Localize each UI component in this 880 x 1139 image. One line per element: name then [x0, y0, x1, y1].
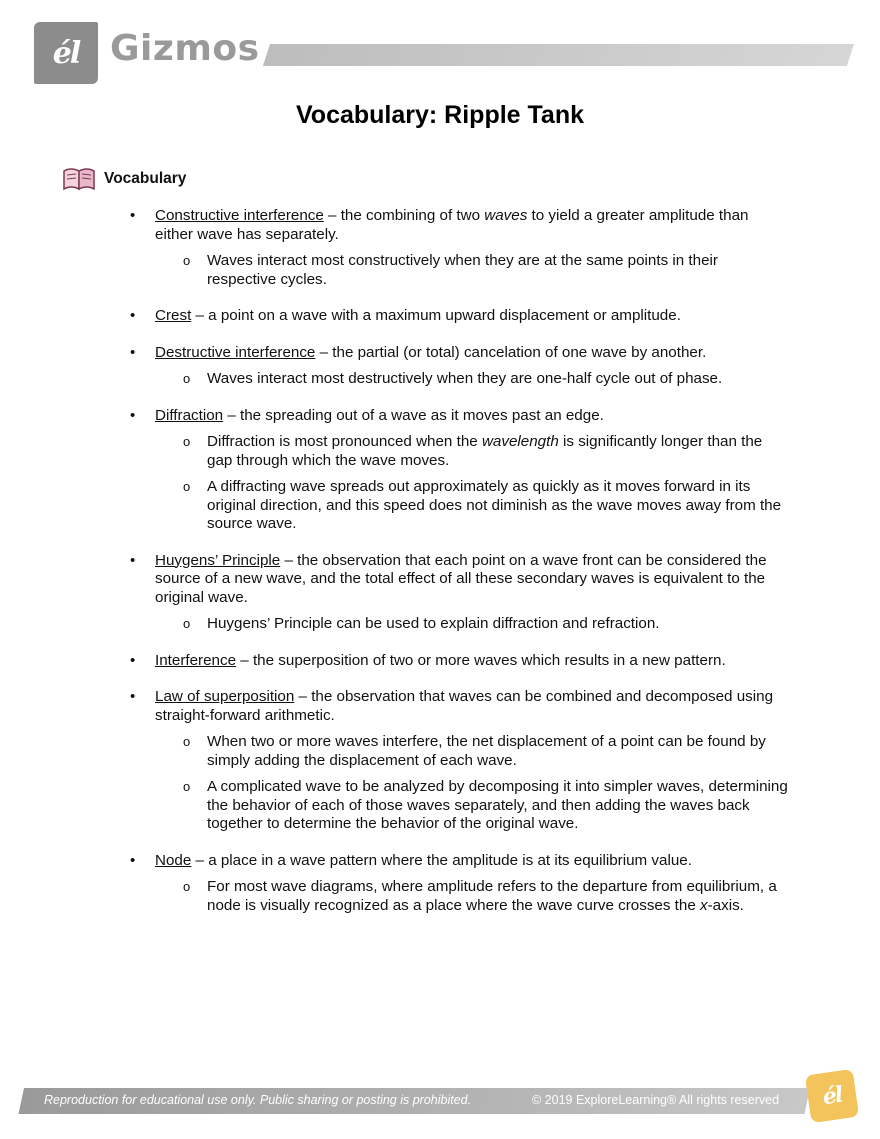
section-heading: Vocabulary — [104, 170, 187, 187]
footer-notice: Reproduction for educational use only. Public sharing or posting is prohibited. — [44, 1093, 472, 1107]
vocab-term: Diffraction — [155, 406, 224, 424]
vocab-note: o A diffracting wave spreads out approximately as quickly as it moves forward in its original direction, and this speed does not diminish as the wave moves away from the source wave. — [155, 478, 790, 534]
vocab-note-part: is significantly longer than the gap through which the wave moves. — [207, 433, 763, 469]
vocab-definition: – the partial (or total) cancelation of one wave by another. — [315, 343, 707, 361]
vocab-entry-destructive-interference — [130, 344, 790, 389]
vocab-term: Law of superposition — [155, 688, 295, 705]
vocab-note: o Huygens’ Principle can be used to explain diffraction and refraction. — [155, 615, 790, 634]
vocab-term: Constructive interference — [155, 207, 324, 224]
vocab-note-emphasis: wavelength — [481, 433, 559, 450]
gizmos-logo — [34, 22, 98, 84]
vocab-entry-interference — [130, 652, 790, 671]
vocab-notes — [155, 733, 790, 834]
vocab-definition: – a point on a wave with a maximum upward displacement or amplitude. — [191, 307, 681, 324]
vocab-notes — [155, 370, 790, 389]
vocabulary-list — [130, 207, 790, 933]
page-title: Vocabulary: Ripple Tank — [295, 101, 585, 129]
vocab-note: o Waves interact most constructively when they are at the same points in their respective cycles. — [155, 252, 790, 289]
vocab-term: Crest — [155, 307, 192, 324]
vocab-entry-crest — [130, 307, 790, 326]
vocab-notes — [155, 878, 790, 915]
vocab-definition-part: – the combining of two — [323, 207, 485, 224]
vocab-entry-huygens-principle — [130, 552, 790, 634]
section-heading-row — [62, 166, 186, 192]
vocab-note: o When two or more waves interfere, the net displacement of a point can be found by simply adding the displacement of each wave. — [155, 733, 790, 770]
vocab-note — [155, 433, 790, 470]
vocab-note-part: Diffraction is most pronounced when the — [207, 433, 482, 450]
vocab-note-part: -axis. — [707, 896, 744, 914]
brand-name: Gizmos — [110, 28, 260, 69]
footer-logo-mark: él — [821, 1081, 843, 1111]
vocab-definition: – the observation that each point on a wave front can be considered the source of a new wave, and the total effect of all these secondary waves is equivalent to the original wave. — [155, 551, 767, 606]
vocab-note-part: For most wave diagrams, where amplitude refers to the departure from equilibrium, a node is visually recognized as a place where the wave curve crosses the — [207, 878, 777, 914]
vocab-term: Node — [155, 851, 192, 869]
vocab-term: Destructive interference — [155, 343, 316, 361]
vocab-definition-emphasis: waves — [484, 207, 528, 224]
footer-copyright: © 2019 ExploreLearning® All rights reserved — [532, 1093, 780, 1107]
vocab-notes — [155, 433, 790, 534]
vocab-note — [155, 878, 790, 915]
vocab-notes — [155, 252, 790, 289]
explorelearning-logo — [805, 1069, 859, 1123]
vocab-term: Huygens’ Principle — [155, 551, 281, 569]
vocab-notes — [155, 615, 790, 634]
header-bar — [263, 44, 854, 66]
logo-mark: él — [52, 35, 80, 71]
vocab-entry-node — [130, 852, 790, 916]
vocab-definition: – a place in a wave pattern where the amplitude is at its equilibrium value. — [191, 851, 692, 869]
book-icon — [62, 166, 96, 192]
vocab-definition: – the spreading out of a wave as it moves past an edge. — [223, 406, 604, 424]
vocab-definition: – the observation that waves can be combined and decomposed using straight-forward arithmetic. — [155, 688, 774, 724]
vocab-definition: – the superposition of two or more waves which results in a new pattern. — [236, 651, 726, 669]
vocab-entry-diffraction — [130, 407, 790, 534]
vocab-definition-part: to yield a greater amplitude than either wave has separately. — [155, 207, 749, 243]
vocab-note: o Waves interact most destructively when they are one-half cycle out of phase. — [155, 370, 790, 389]
vocab-note-emphasis: x — [700, 896, 708, 914]
vocab-term: Interference — [155, 651, 237, 669]
vocab-entry-constructive-interference — [130, 207, 790, 289]
vocab-note: o A complicated wave to be analyzed by decomposing it into simpler waves, determining the behavior of each of those waves separately, and then adding the waves back together to determine the behavior of the original wave. — [155, 778, 790, 834]
vocab-entry-law-of-superposition — [130, 688, 790, 834]
